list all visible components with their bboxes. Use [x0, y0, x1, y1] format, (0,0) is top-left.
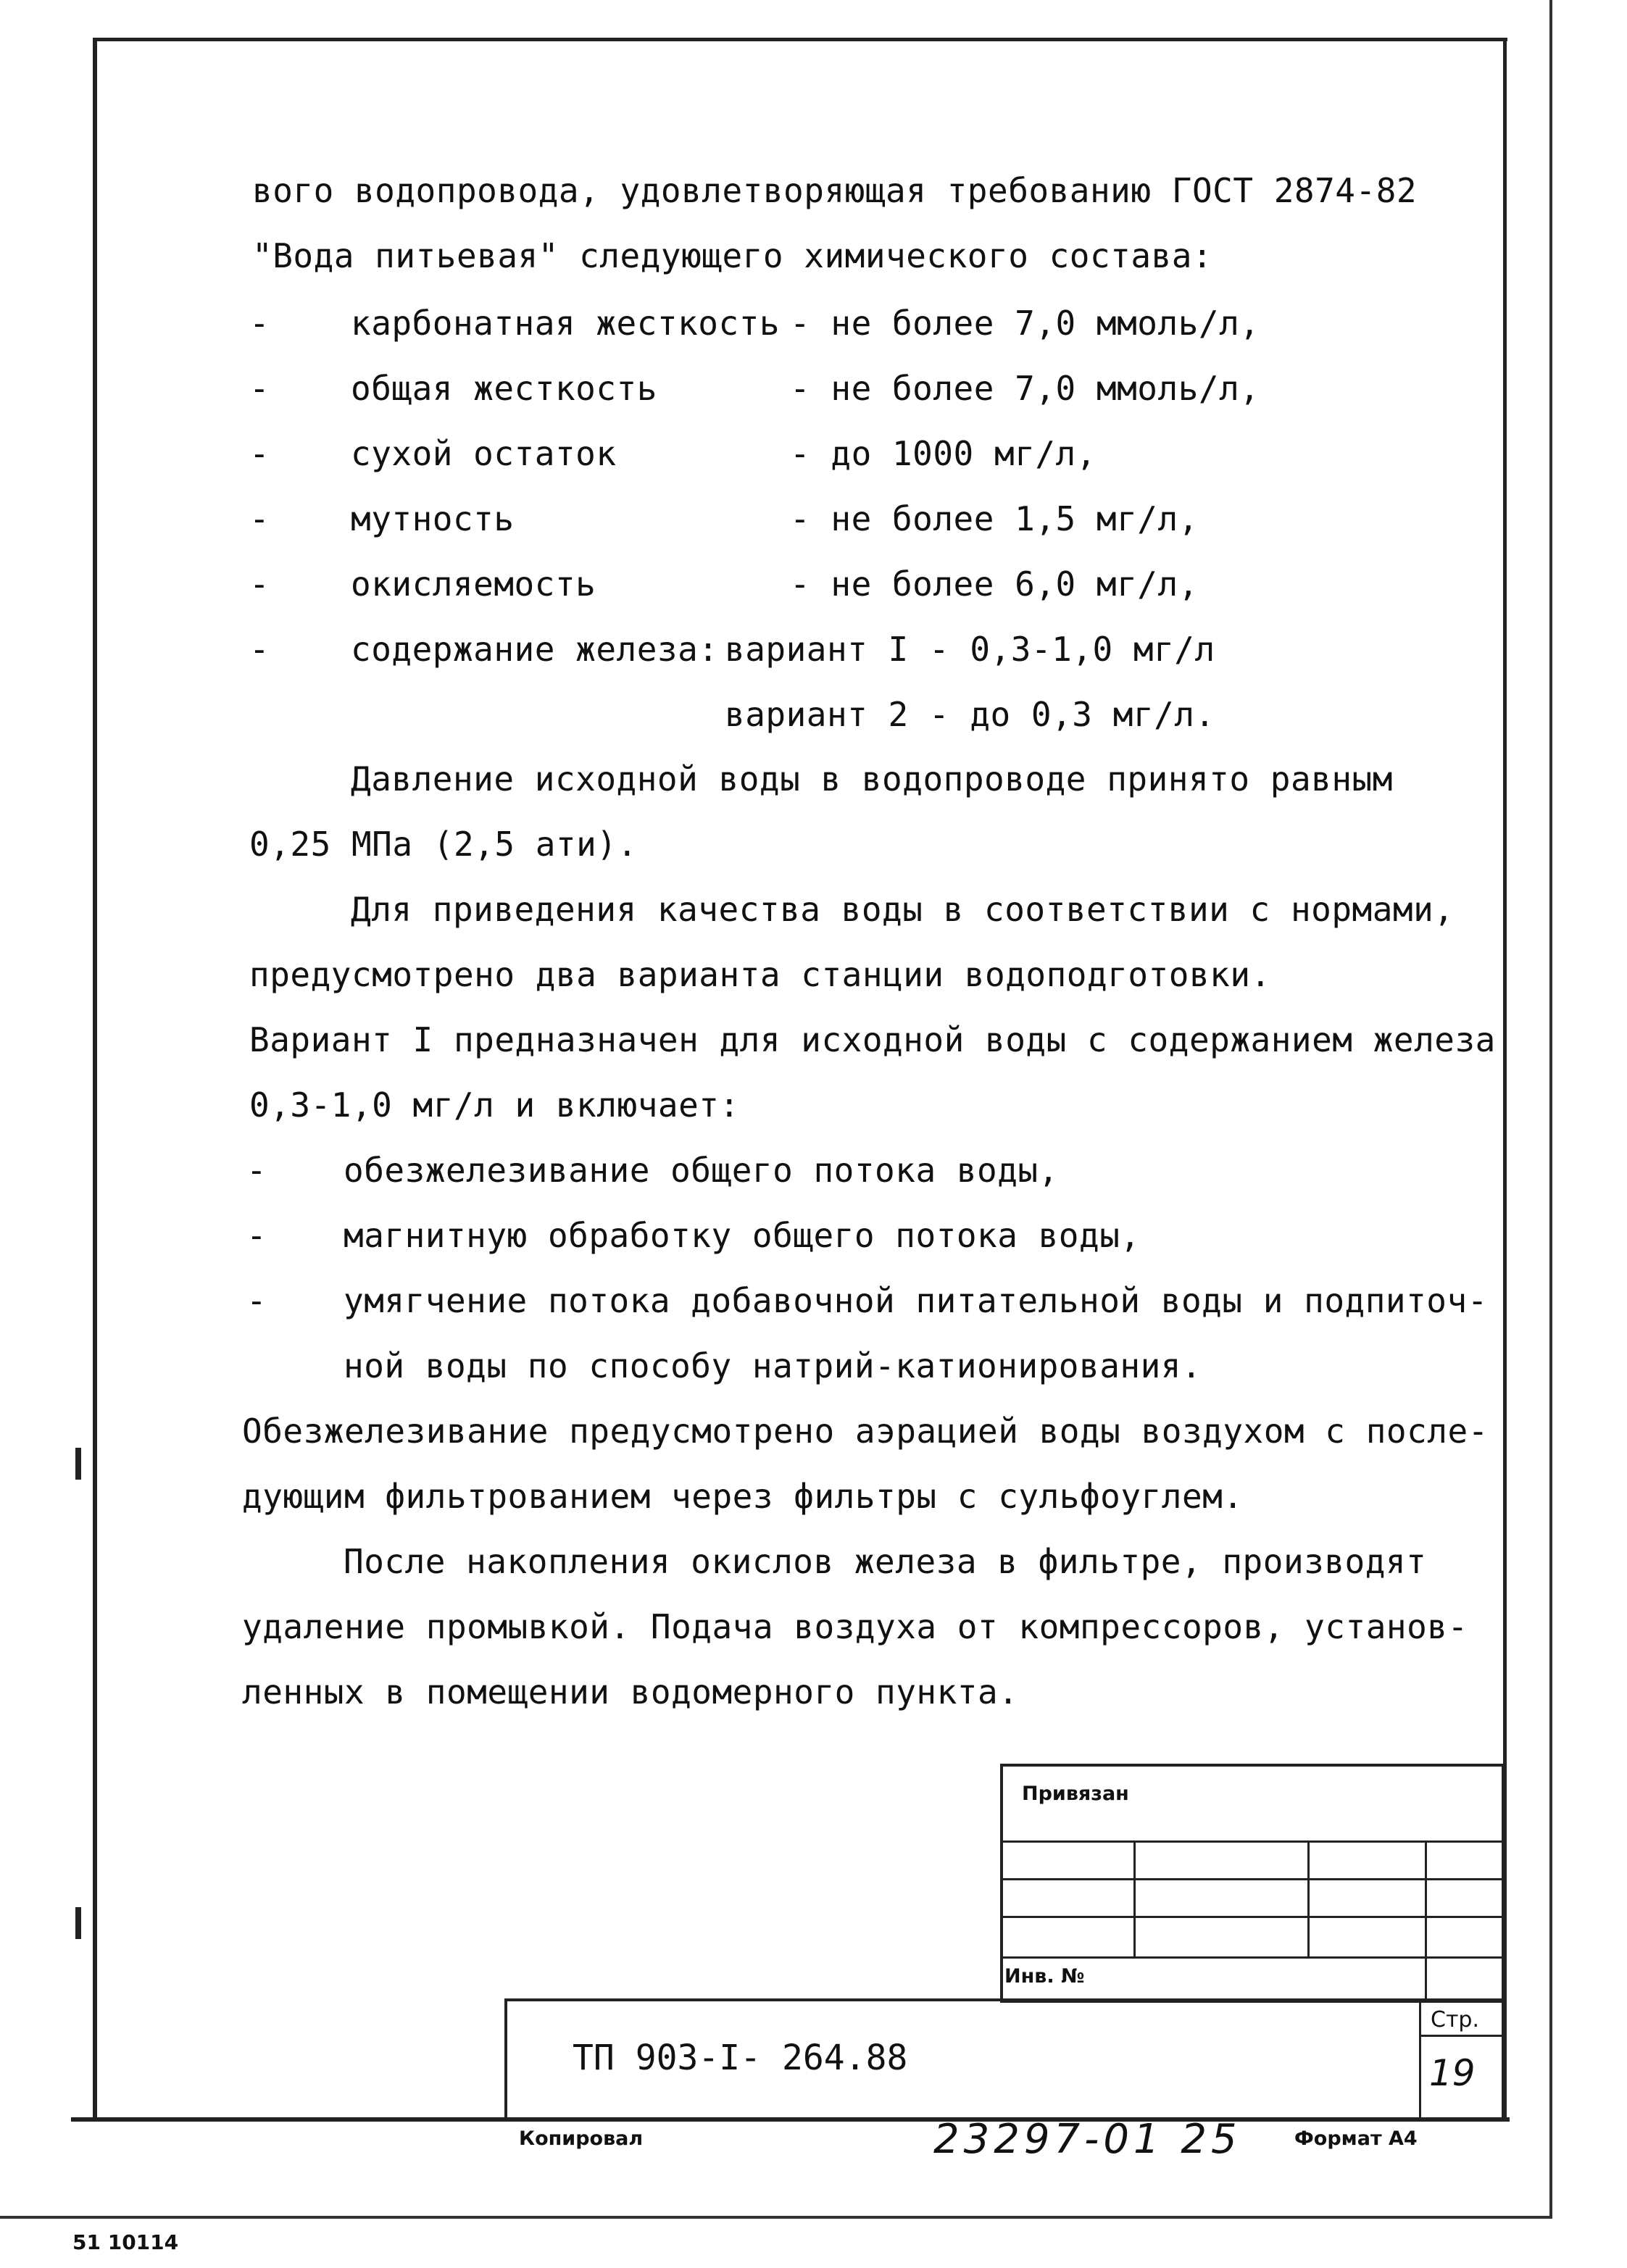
handwritten-number: 23297-01 25 — [933, 2116, 1241, 2163]
composition-name: карбонатная жесткость — [351, 304, 781, 343]
document-code: ТП 903-I- 264.88 — [573, 2038, 908, 2078]
binding-mark — [75, 1448, 81, 1480]
paragraph-line: 0,3-1,0 мг/л и включает: — [249, 1085, 740, 1125]
composition-value: - не более 1,5 мг/л, — [790, 499, 1199, 538]
page-label: Стр. — [1431, 2007, 1480, 2033]
composition-name: содержание железа: — [351, 630, 719, 669]
frame-left-border — [93, 38, 97, 2122]
stamp-col — [1133, 1840, 1136, 1956]
list-dash: - — [246, 1216, 267, 1255]
paragraph-line: удаление промывкой. Подача воздуха от компрессоров, установ- — [242, 1607, 1468, 1646]
list-dash: - — [249, 369, 270, 408]
step-item-continued: ной воды по способу натрий-катионирования. — [344, 1346, 1202, 1385]
composition-value: - не более 7,0 ммоль/л, — [790, 369, 1260, 408]
page-number: 19 — [1429, 2052, 1476, 2094]
stamp-rule — [1000, 1956, 1505, 1959]
title-block-col — [1419, 1998, 1421, 2120]
step-item: обезжелезивание общего потока воды, — [344, 1151, 1059, 1190]
composition-name: мутность — [351, 499, 515, 538]
stamp-rule — [1000, 1840, 1505, 1843]
paragraph-line: После накопления окислов железа в фильтре, производят — [344, 1542, 1427, 1581]
text-line: вого водопровода, удовлетворяющая требованию ГОСТ 2874-82 — [252, 171, 1418, 210]
format-label: Формат А4 — [1294, 2127, 1418, 2150]
iron-variant-2: вариант 2 - до 0,3 мг/л. — [725, 695, 1215, 734]
sheet-bottom-edge — [0, 2216, 1552, 2219]
step-item: умягчение потока добавочной питательной воды и подпиточ- — [344, 1281, 1488, 1320]
stamp-rule — [1000, 1916, 1505, 1918]
paragraph-line: Давление исходной воды в водопроводе принято равным — [351, 759, 1393, 799]
list-dash: - — [249, 630, 270, 669]
paragraph-line: Вариант I предназначен для исходной воды с содержанием железа — [249, 1020, 1496, 1059]
list-dash: - — [249, 434, 270, 473]
stamp-rule — [1000, 1878, 1505, 1880]
composition-value: вариант I - 0,3-1,0 мг/л — [725, 630, 1215, 669]
paragraph-line: Для приведения качества воды в соответствии с нормами, — [351, 890, 1455, 929]
list-dash: - — [249, 499, 270, 538]
stamp-col — [1425, 1840, 1427, 2003]
stamp-col — [1307, 1840, 1310, 1956]
composition-value: - не более 6,0 мг/л, — [790, 564, 1199, 604]
paragraph-line: дующим фильтрованием через фильтры с сульфоуглем. — [242, 1477, 1244, 1516]
list-dash: - — [246, 1151, 267, 1190]
paragraph-line: предусмотрено два варианта станции водоподготовки. — [249, 955, 1271, 994]
sheet-right-edge — [1549, 0, 1552, 2217]
composition-value: - до 1000 мг/л, — [790, 434, 1097, 473]
paragraph-line: ленных в помещении водомерного пункта. — [242, 1672, 1019, 1712]
composition-name: окисляемость — [351, 564, 596, 604]
title-block-rule — [1419, 2035, 1505, 2037]
binding-mark — [75, 1907, 81, 1939]
list-dash: - — [249, 304, 270, 343]
composition-name: общая жесткость — [351, 369, 657, 408]
composition-name: сухой остаток — [351, 434, 617, 473]
list-dash: - — [246, 1281, 267, 1320]
copied-by-label: Копировал — [519, 2127, 644, 2150]
text-line: "Вода питьевая" следующего химического состава: — [252, 236, 1213, 275]
paragraph-line: Обезжелезивание предусмотрено аэрацией воды воздухом с после- — [242, 1412, 1489, 1451]
step-item: магнитную обработку общего потока воды, — [344, 1216, 1141, 1255]
paragraph-line: 0,25 МПа (2,5 ати). — [249, 825, 638, 864]
composition-value: - не более 7,0 ммоль/л, — [790, 304, 1260, 343]
inv-no-label: Инв. № — [1004, 1965, 1085, 1988]
frame-top-border — [93, 38, 1507, 41]
privyazan-label: Привязан — [1022, 1783, 1129, 1805]
list-dash: - — [249, 564, 270, 604]
sheet-code: 51 10114 — [72, 2230, 179, 2254]
